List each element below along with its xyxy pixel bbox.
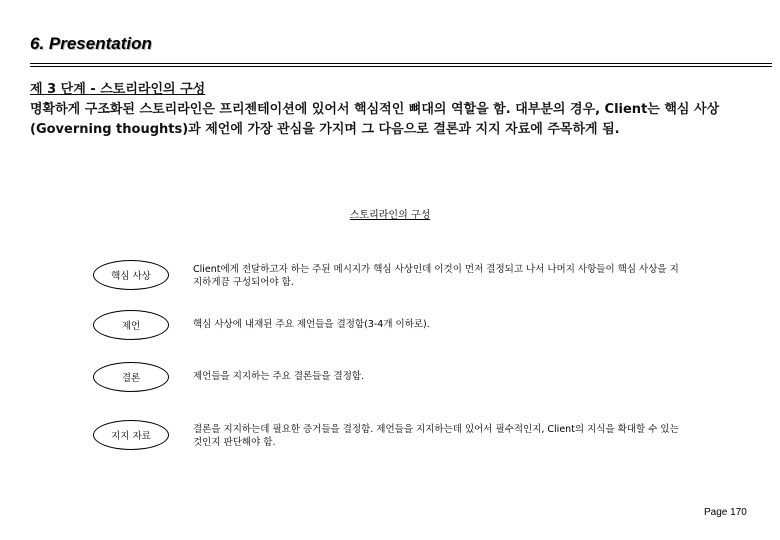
structure-title: 스토리라인의 구성 — [349, 210, 431, 221]
title-divider-top — [30, 63, 772, 64]
conclusion-description: 제언들을 지지하는 주요 결론들을 결정함. — [193, 371, 365, 382]
intro-paragraph: 명확하게 구조화된 스토리라인은 프리젠테이션에 있어서 핵심적인 뼈대의 역할을 함. 대부분의 경우, Client는 핵심 사상(Governing thoughts)과 제언에 가장 관심을 가지며 그 다음으로 결론과 지지 자료에 주목하게 됨. — [30, 102, 720, 137]
conclusion-oval: 결론 — [93, 362, 169, 392]
supporting-data-description: 결론을 지지하는데 필요한 증거들을 결정함. 제언들을 지지하는데 있어서 필수적인지, Client의 지식을 확대할 수 있는 것인지 판단해야 함. — [193, 424, 679, 448]
step-heading: 제 3 단계 - 스토리라인의 구성 — [30, 82, 206, 97]
page-number: Page 170 — [704, 507, 747, 518]
governing-thought-description: Client에게 전달하고자 하는 주된 메시지가 핵심 사상인데 이것이 먼저 결정되고 나서 나머지 사항들이 핵심 사상을 지지하게끔 구성되어야 함. — [193, 264, 679, 288]
recommendation-description: 핵심 사상에 내재된 주요 제언들을 결정함(3-4개 이하로). — [193, 319, 430, 330]
governing-thought-oval: 핵심 사상 — [93, 260, 169, 290]
intro-section — [30, 80, 775, 140]
page-title: 6. Presentation — [30, 34, 152, 53]
recommendation-oval: 제언 — [93, 310, 169, 340]
supporting-data-oval: 지지 자료 — [93, 420, 169, 450]
title-divider-bottom — [30, 66, 772, 67]
